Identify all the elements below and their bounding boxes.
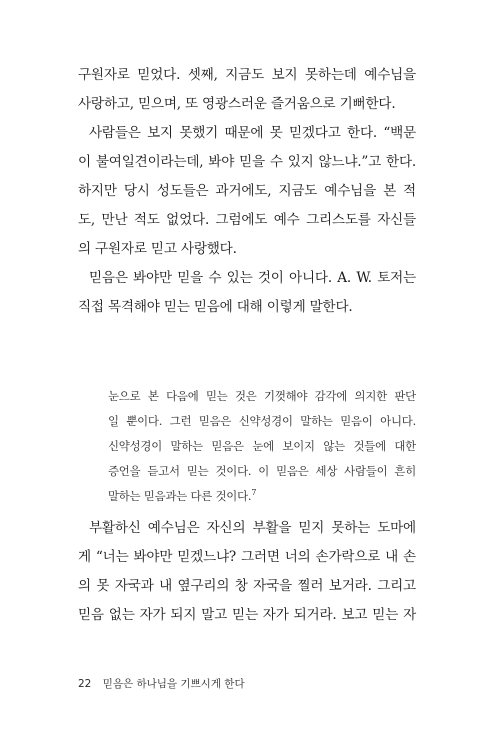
body-line: 믿음 없는 자가 되지 말고 믿는 자가 되거라. 보고 믿는 자 — [78, 607, 416, 623]
body-line: 사랑하고, 믿으며, 또 영광스러운 즐거움으로 기뻐한다. — [78, 96, 396, 112]
body-line: 의 못 자국과 내 옆구리의 창 자국을 찔러 보거라. 그리고 — [78, 578, 416, 594]
quote-line-text: 말하는 믿음과는 다른 것이다. — [108, 489, 252, 503]
quote-line: 일 뿐이다. 그런 믿음은 신약성경이 말하는 믿음이 아니다. — [108, 414, 416, 428]
quote-line: 증언을 듣고서 믿는 것이다. 이 믿음은 세상 사람들이 흔히 — [108, 464, 416, 478]
body-line: 구원자로 믿었다. 셋째, 지금도 보지 못하는데 예수님을 — [78, 67, 416, 83]
body-line: 부활하신 예수님은 자신의 부활을 믿지 못하는 도마에 — [89, 520, 416, 536]
footnote-marker: 7 — [251, 488, 257, 498]
body-line: 직접 목격해야 믿는 믿음에 대해 이렇게 말한다. — [78, 299, 353, 315]
quote-line-last — [108, 484, 416, 509]
quote-line: 신약성경이 말하는 믿음은 눈에 보이지 않는 것들에 대한 — [108, 439, 416, 453]
page-number: 22 — [78, 678, 92, 690]
block-quote — [108, 384, 416, 509]
body-line: 도, 만난 적도 없었다. 그럼에도 예수 그리스도를 자신들 — [78, 212, 416, 228]
body-line: 믿음은 봐야만 믿을 수 있는 것이 아니다. A. W. 토저는 — [89, 270, 416, 286]
body-line: 하지만 당시 성도들은 과거에도, 지금도 예수님을 본 적 — [78, 183, 416, 199]
body-line: 게 “너는 봐야만 믿겠느냐? 그러면 너의 손가락으로 내 손 — [78, 549, 416, 565]
page-footer — [78, 676, 245, 691]
quote-line: 눈으로 본 다음에 믿는 것은 기껏해야 감각에 의지한 판단 — [108, 389, 416, 403]
body-line: 의 구원자로 믿고 사랑했다. — [78, 241, 237, 257]
running-title: 믿음은 하나님을 기쁘시게 한다 — [102, 678, 245, 690]
body-text-bottom — [78, 514, 416, 630]
body-line: 사람들은 보지 못했기 때문에 못 믿겠다고 한다. “백문 — [89, 125, 416, 141]
body-text-top — [78, 61, 416, 322]
body-line: 이 불여일견이라는데, 봐야 믿을 수 있지 않느냐.”고 한다. — [78, 154, 416, 170]
